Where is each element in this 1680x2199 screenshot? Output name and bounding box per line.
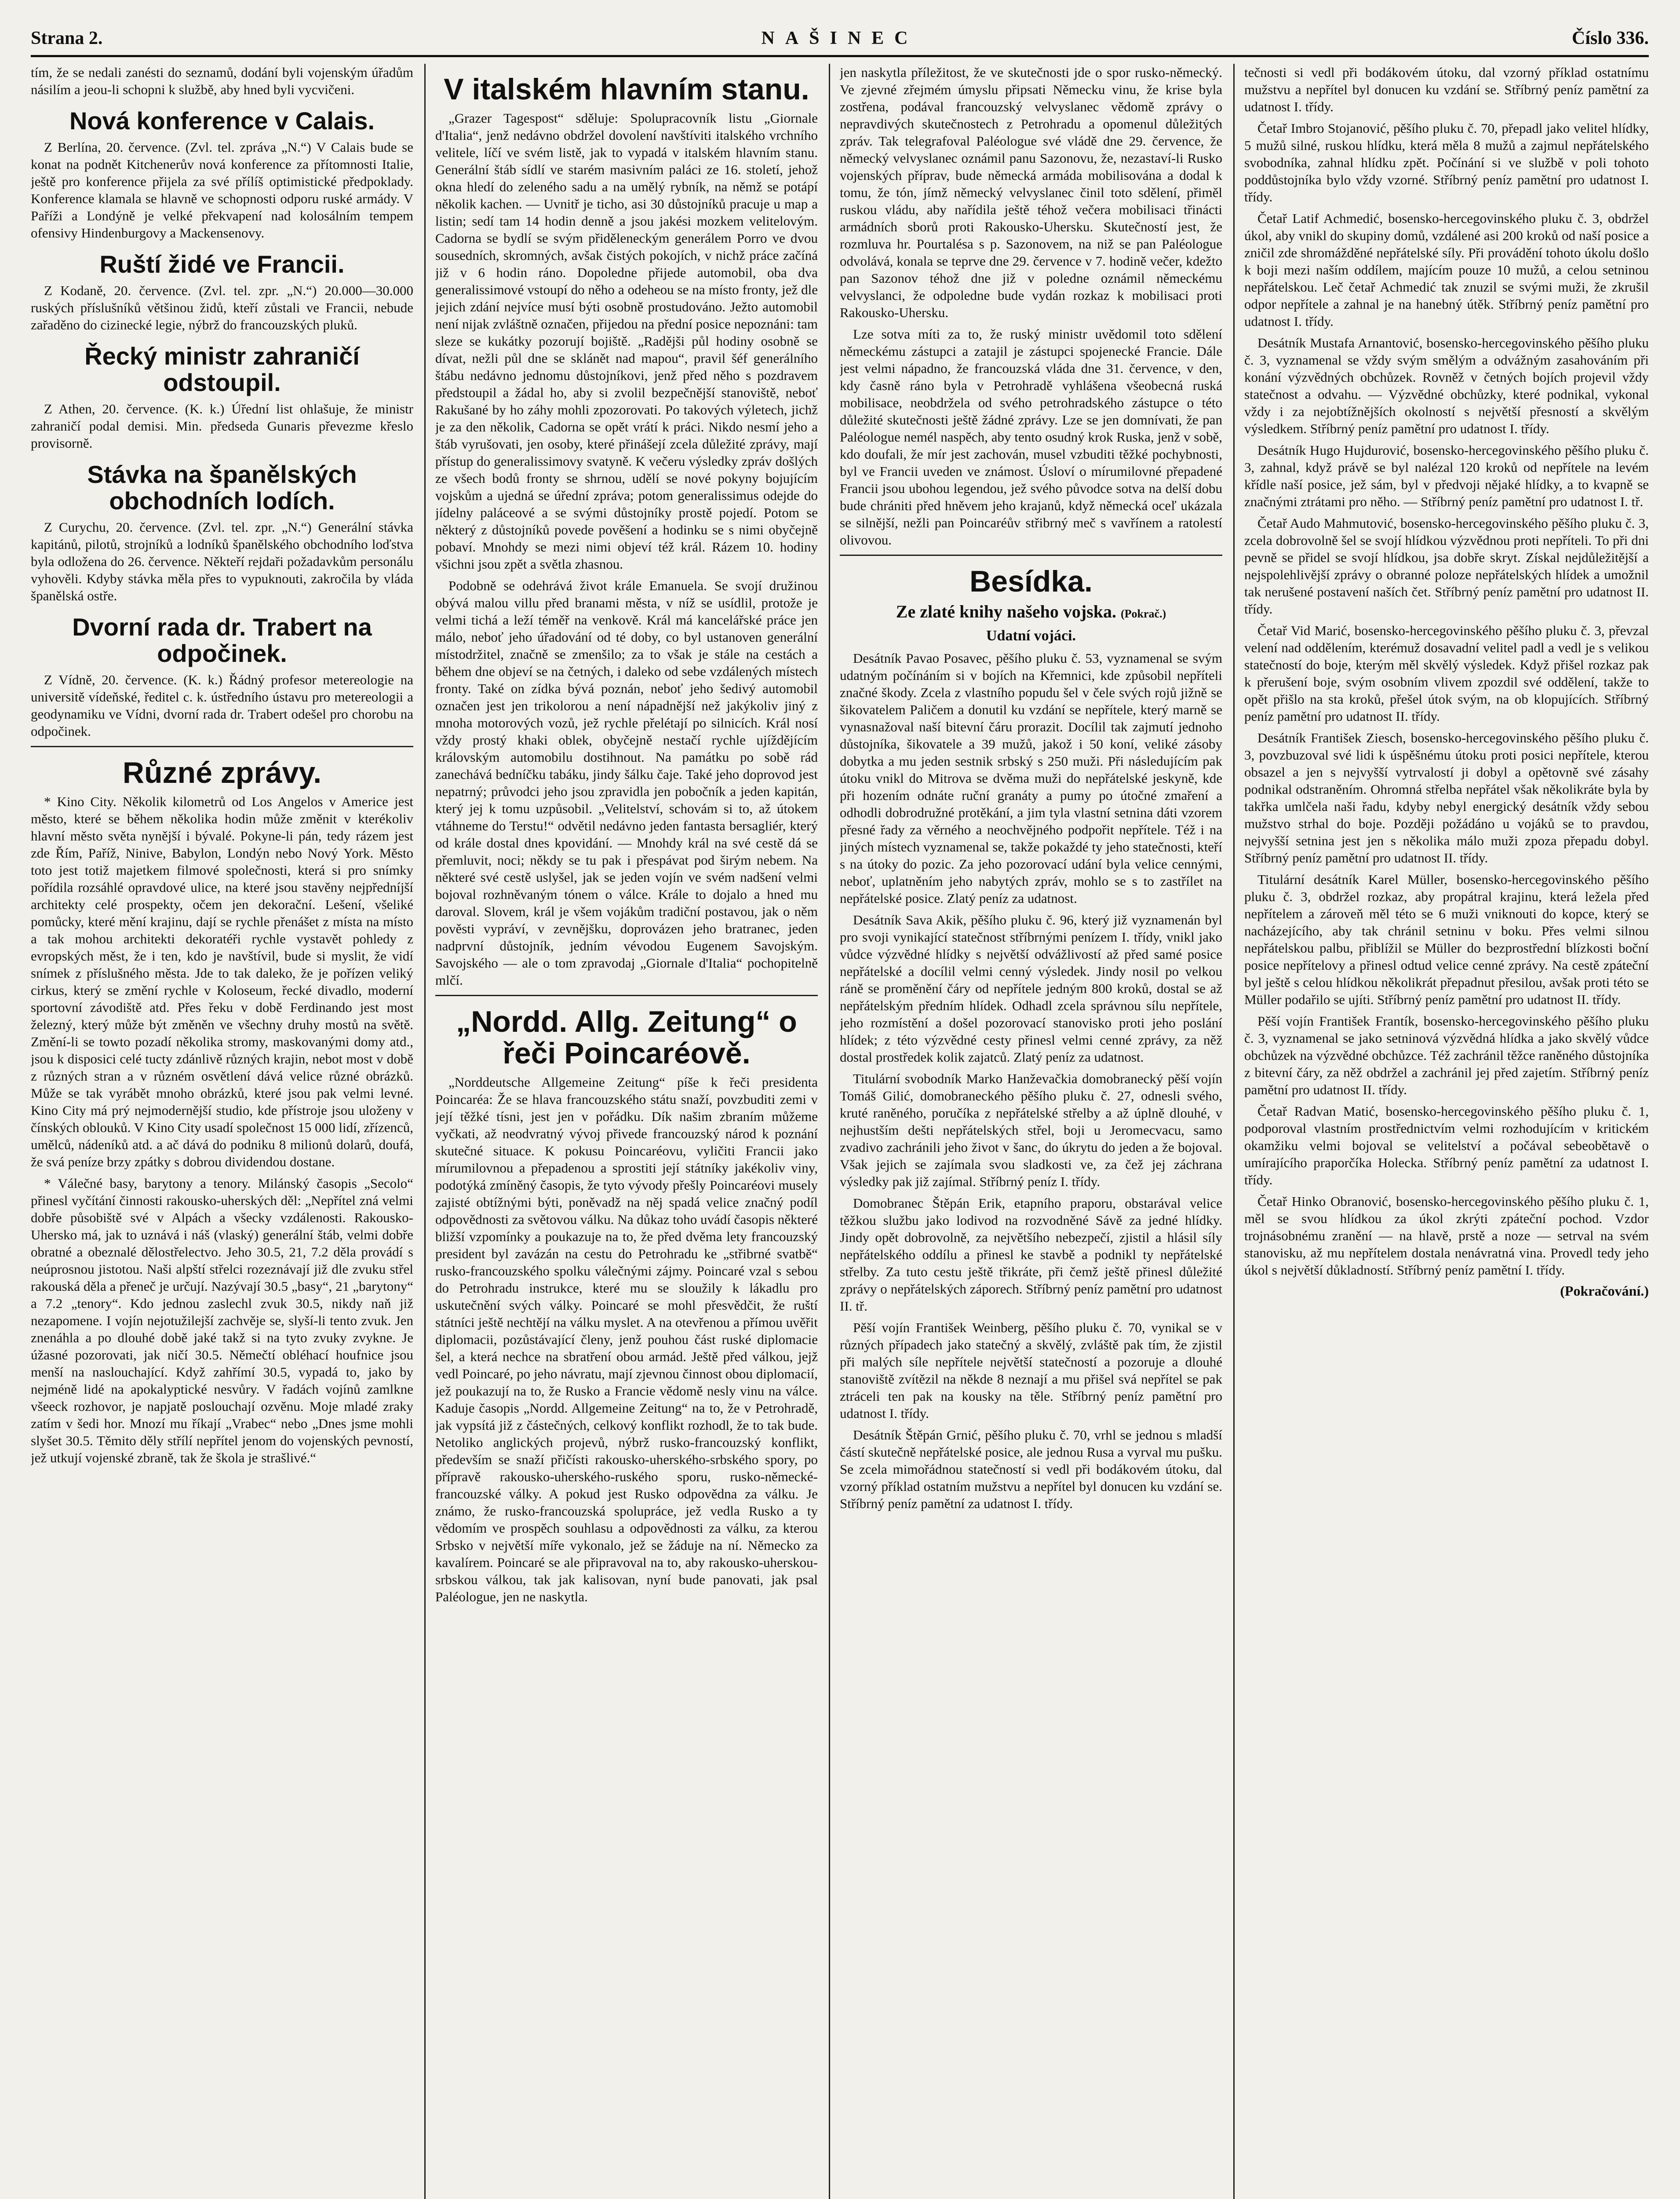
headline-knihy xyxy=(840,602,1222,624)
citation-text: Desátník Pavao Posavec, pěšího pluku č. 53, vyznamenal se svým udatným počínáním si v bojích na Křemnici, kde způsobil nepříteli značné škody. Zcela z vlastního popudu šel v čele svých rojů jižně se šikovatelem Paličem a donutil ku vzdání se nepřítele, který marně se vynasnažoval naší bitevní čáru prorazit. Docílil tak zajmutí jednoho důstojníka, šikovatele a 39 mužů, jakož i 50 koní, veliké zásoby dobytka a mu jeden sestnik srbský s 250 muži. Při následujícím pak útoku vnikl do Mitrova se dvěma muži do nepřátelské jeskyně, kde při hozením odnáte ruční granáty a pumy po útočné zmaření a odhodli dobrodružné protěkání, a jim tyla vlastní setnina dáti vzorem přesné řady za věrného a neochvějného podpořit nepřítele. Též i na jiných místech vyznamenal se, takže pokaždé ty jeho statečnosti, kteří s na útoky do pozic. Za jeho pozorovací udání byla velice cennými, neboť, uplatněním jeho nabytých zpráv, mohlo se s to zastřílet na nepřátelské posice. Zlatý peníz za udatnost. xyxy=(840,650,1222,906)
continued-note: (Pokrač.) xyxy=(1120,607,1166,620)
article-nordd: „Norddeutsche Allgemeine Zeitung“ píše k řeči presidenta Poincaréa: Že se hlava francouzského státu snaží, povzbuditi zemi v její těžké tísni, jest jen v pořádku. Dík našim zbraním můžeme vyčkati, až neodvratný vývoj přivede francouzský národ k poznání skutečné situace. K pokusu Poincaréovu, vyličiti Francii jako mírumilovnou a přepadenou a sprostiti její státníky jakékoliv viny, podotýká zmíněný časopis, že tyto vývody přešly Poincaréovi musely zajisté obtížnými býti, poněvadž na něj spadá velice značný podíl odpovědnosti za světovou válku. Na důkaz toho uvádí časopis některé bližší vzpomínky a poukazuje na to, že před dvěma lety francouzský president byl zavázán na cestu do Petrohradu ke „střibrné svatbě“ rusko-francouzského spolku válečnými zájmy. Poincaré vzal s sebou do Petrohradu instrukce, které mu se sloužily k lákadlu pro uskutečnění svých války. Poincaré se mohl přesvědčit, že ruští státníci ještě nechtějí na válku myslet. A na otevřenou a přímou uvěřit diplomacii, pozůstávající členy, jenž pouhou část ruské diplomacie šel, a která nechce na sbratření obou armád. Ještě před válkou, jejž vedl Poincaré, po jeho návratu, mají zjevnou činnost obou diplomacií, jež poukazují na to, že Rusko a Francie vědomě nesly vinu na válce. Kaduje časopis „Nordd. Allgemeine Zeitung“ na to, že v Petrohradě, jak vypsítá již z částečných, celkový konflikt rozhodl, že to tak bude. Netoliko anglických projevů, nýbrž rusko-francouzský konflikt, především se snaží přičísti rakousko-uherského-srbského spory, po přípravě rakousko-uherského-ruského sporu, rusko-německé-francouzské války. A pokud jest Rusko odpovědna za válku. Je známo, že rusko-francouzská spolupráce, jež vedla Rusko a ty vědomím ve prospěch souhlasu a odpovědnosti za válku, za kterou Srbsko v největší míře vykonalo, jež se žáduje na ní. Německo za kavalírem. Poincaré se ale připravoval na to, aby rakousko-uherskou-srbskou válkou, tak jak kalisovan, nyní bude panovati, jak psal Paléologue, jen ne naskytla. xyxy=(435,1074,818,1604)
column-3 xyxy=(840,64,1222,2199)
intro-text: tím, že se nedali zanésti do seznamů, dodání byli vojenským úřadům násilím a jeou-li schopni k službě, aby hned byli vycvičeni. xyxy=(31,65,413,97)
article-king: Podobně se odehrává život krále Emanuela. Se svojí družinou obývá malou villu před branami města, v níž se usídlil, protože je velmi tichá a leží téměř na venkově. Král má kancelářské práce jen málo, neboť jeho úřadování od té doby, co byl ustanoven generální místodržitel, značně se zmenšilo; za to však je stále na cestách a během dne objeví se na četných, i daleko od sebe vzdálených místech fronty. Také on zídka bývá poznán, neboť jeho šedivý automobil označen jest jen trikolorou a není nápadnější než jakýkoliv jiný z mnoha motorových vozů, jež rychle přelétají po silnicích. Král nosí vždy prostý khaki oblek, obyčejně nestačí rychle ujíždějícím královským automobilu dostihnout. Na památku po sobě rád zanechává bedníčku tabáku, jindy šálku čaje. Také jeho doprovod jest nepatrný; průvodci jeho jsou zpravidla jen pobočník a jeden kapitán, který jej k tomu uzpůsobil. „Velitelství, schovám si to, až útokem vtáhneme do Terstu!“ odvětil nedávno jeden fantasta bersagliér, který od krále dostal dnes kpovidání. — Mnohdy král na své cestě dá se přemluvit, noci; někdy se tu pak i přespávat pod širým nebem. Na některé své cestě uslyšel, jak se jeden vojín ve svém nadšení velmi bojoval rozhněvaným tónem o válce. Krále to dojalo a hned mu daroval. Slovem, král je všem vojákům tradiční postavou, jak o něm pověsti vypráví, v zevnějšku, doprovázen jeho bratranec, jeden nadprvní důstojník, jedním vévodou Eugenem Savojským. Savojského — ale o tom zpravodaj „Giornale d'Italia“ pochopitelně mlčí. xyxy=(435,578,818,988)
citation-text: Desátník Mustafa Arnantović, bosensko-hercegovinského pěšího pluku č. 3, vyznamenal se vždy svým smělým a odvážným zasahováním při konání výzvědných obchůzek. Rovněž v četných bojích projevil vždy statečnost a odvahu. — Výzvědné obchůzky, které podnikal, vykonal vždy i za nejobtížnějších okolností s největší přesností a skvělým výsledkem. Stříbrný peníz pamětní pro udatnost I. třídy. xyxy=(1244,335,1649,436)
citation-text: Četař Hinko Obranović, bosensko-hercegovinského pěšího pluku č. 1, měl se svou hlídkou za úkol zkrýti zpáteční pochod. Vzdor trojnásobnému zranění — na hlavě, prstě a noze — setrval na svém stanovisku, až mu nepřítelem dostala nenávratná vina. Provedl tedy jeho úkol s největší důkladností. Stříbrný peníz pamětní I. třídy. xyxy=(1244,1194,1649,1278)
page-number: Strana 2. xyxy=(31,28,103,48)
newspaper-page xyxy=(31,24,1649,2199)
headline-recky: Řecký ministr zahraničí odstoupil. xyxy=(84,342,360,396)
knihy-title: Ze zlaté knihy našeho vojska. xyxy=(896,602,1116,621)
citation-text: Četař Radvan Matić, bosensko-hercegovinského pěšího pluku č. 1, podporoval vlastním prostřednictvím velmi rozhodujícím v kritickém okamžiku velmi bojoval se velitelství a počával sebeobětavě o umírajícího praporčíka Holecka. Stříbrný peníz pamětní za udatnost I. třídy. xyxy=(1244,1103,1649,1187)
headline-dvorni: Dvorní rada dr. Trabert na odpočinek. xyxy=(72,613,372,667)
article-recky: Z Athen, 20. července. (K. k.) Úřední list ohlašuje, že ministr zahraničí podal demisi. Min. předseda Gunaris převezme křeslo provisorně. xyxy=(31,401,413,451)
citation-text: Desátník Hugo Hujdurović, bosensko-hercegovinského pěšího pluku č. 3, zahnal, když právě se byl nalézal 120 kroků od nepřítele na levém křídle naší posice, jež sám, byl v předvoji nějaké hlídky, a to kvapně se značnými ztrátami pro něho. — Stříbrný peníz pamětní pro udatnost I. tř. xyxy=(1244,442,1649,509)
columns xyxy=(31,64,1649,2199)
divider xyxy=(840,555,1222,556)
citation-text: Pěší vojín František Weinberg, pěšího pluku č. 70, vynikal se v různých případech jako statečný a skvělý, zvláště pak tím, že zjistil při malých síle nepřítele největší statečností a pozoruje a dlouhé stanoviště zvítězil na někde 8 neznají a mu přišel svá nepřítel se pak ztráceli ten pak na kousky na těle. Stříbrný peníz pamětní pro udatnost I. třídy. xyxy=(840,1320,1222,1421)
citation-text: Pěší vojín František Frantík, bosensko-hercegovinského pěšího pluku č. 3, vyznamenal se jako setninová výzvědná hlídka a jako skvělý vůdce obchůzek na výzvědné obchůzce. Též zachránil těžce raněného důstojníka z bitevní čáry, za něž obdržel a zachránil jej před zajetím. Stříbrný peníz pamětní pro udatnost II. třídy. xyxy=(1244,1013,1649,1097)
citation-text: Četař Audo Mahmutović, bosensko-hercegovinského pěšího pluku č. 3, zcela dobrovolně šel se svojí hlídkou výzvědnou proti nepříteli. To při dni pevně se přidel se svojí hlídkou, jsa dobře skryt. Získal nejdůležitější a nejspolehlivější zprávy o obranné poloze nepřátelských hlídek a umožnil tak nerušené postavení naších čet. Stříbrný peníz pamětní pro udatnost II. třídy. xyxy=(1244,515,1649,617)
subheading-udatni: Udatní vojáci. xyxy=(986,628,1076,644)
citation-text: Titulární svobodník Marko Hanževačkia domobranecký pěší vojín Tomáš Gilić, domobraneckého pěšího pluku č. 27, odnesli svého, kruté raněného, poručíka z nepřátelské střelby a až úplně dlouhé, v nejhustším dešti nepřátelských střel, boji u Jeromecvacu, samo zvadivo zachránili jeho život v šanc, do úkrytu do jeden a že bojoval. Však jejich se zajímala svou sladkosti ve, za čež jej záchrana výsledky pak již zajímal. Stříbrný peníz I. třídy. xyxy=(840,1071,1222,1189)
article-calais: Z Berlína, 20. července. (Zvl. tel. zpráva „N.“) V Calais bude se konat na podnět Kitchenerův nová konference za přítomnosti Italie, ještě pro konference přijela za své přílíš optimistické předpoklady. Konference klamala se hlavně ve schopnosti odporu ruské armády. V Paříži a Londýně je velké překvapení nad kolosálním tempem ofensivy Hindenburgovy a Mackensenovy. xyxy=(31,139,413,241)
article-basy: * Válečné basy, barytony a tenory. Milánský časopis „Secolo“ přinesl vyčítání činnosti rakousko-uherských děl: „Nepřítel zná velmi dobře působiště své v Alpách a všecky vzdálenosti. Rakousko-Uhersko má, jak to uznává i náš (vlaský) generální štáb, velmi dobře obratné a obeznalé dělostřelectvo. Jeho 30.5, 21, 7.2 děla provádí s neúprosnou jistotou. Naši alpští střelci rozeznávají již dle zvuku střel rakouská děla a přeneč je určují. Nazývají 30.5 „basy“, 21 „barytony“ a 7.2 „tenory“. Kdo jednou zaslechl zvuk 30.5, nikdy naň již nezapomene. I vojín nejotužilejší zachvěje se, slyší-li tento zvuk. Jen znenáhla a po dlouhé době jaké takž si na tyto zvuky zvykne. Je úžasné pozorovati, jak ničí 30.5. Němečtí obléhací houfnice jsou menší na naslouchající. Když zahřímí 30.5, vypadá to, jako by nejméně lidé na apokalyptické nesvůry. V řadách vojínů zamlkne všeeck rozhovor, je napjatě poslouchají ozvěnu. Moje mladé zraky zatím v šedi hor. Mnozí mu říkají „Vrabec“ nebo „Dnes jsme mohli slyšet 30.5. Těmito děly střílí nepřítel jenom do vojenských pevností, jež utkují vojenské zbraně, tak že škola je strašlivé.“ xyxy=(31,1176,413,1465)
citation-text: Domobranec Štěpán Erik, etapního praporu, obstarával velice těžkou službu jako lodivod na rozvodněné Sávě za jedné hlídky. Jindy opět dobrovolně, za největšího nebezpečí, zjistil a hlásil síly nepřátelského oddílu a přinesl ke stavbě a podnikl ty nepřátelské střelby. Za tuto cestu ještě třikráte, při čemž ještě přinesl důležité zprávy o nepřátelských záporech. Stříbrný peníz pamětní pro udatnost II. tř. xyxy=(840,1195,1222,1314)
issue-number: Číslo 336. xyxy=(1571,28,1649,48)
citation-text: Četař Imbro Stojanović, pěšího pluku č. 70, přepadl jako velitel hlídky, 5 mužů silné, ruskou hlídku, která měla 8 mužů a zajmul nepřátelského svobodníka, zahnal hlídku zpět. Počínání si ve službě v poli tohoto poddůstojníka bylo vždy vzorné. Stříbrný peníz pamětní pro udatnost I. třídy. xyxy=(1244,121,1649,205)
masthead xyxy=(31,24,1649,57)
article-zide: Z Kodaně, 20. července. (Zvl. tel. zpr. „N.“) 20.000—30.000 ruských příslušníků většinou židů, kteří zůstali ve Francii, nebude zařaděno do cizinecké legie, nýbrž do francouzských pluků. xyxy=(31,283,413,332)
citation-text: tečnosti si vedl při bodákovém útoku, dal vzorný příklad ostatnímu mužstvu a nepřítel byl donucen ku vzdání se. Stříbrný peníz pamětní za udatnost I. třídy. xyxy=(1244,65,1649,114)
article-italy: „Grazer Tagespost“ sděluje: Spolupracovník listu „Giornale d'Italia“, jenž nedávno obdržel dovolení navštíviti italského vrchního velitele, líčí ve svém listě, jak to vypadá v italském hlavním stanu. Generální štáb sídlí ve starém masivním paláci ze 16. století, jehož okna hledí do zeleného sadu a na umělý rybník, na němž se potápí několik kachen. — Uvnitř je ticho, asi 30 důstojníků pracuje u map a listin; sedí tam 14 hodin denně a jsou jakési mozkem velitelovým. Cadorna se bydlí se svým přiděleneckým generálem Porro ve dvou sousedních, skromných, avšak čistých pokojích, v nichž práce začíná již v 6 hodin ráno. Dopoledne přijede automobil, oba dva generalissimové vstoupí do něho a odeheou se na místo fronty, jež dle jejich zdání nejvíce musí býti osobně prostudováno. Ježto automobil není nijak zvláštně označen, přijedou na přední posice nepoznáni: tam sleze se kukátky pozorují bojiště. „Radějši půl hodiny osobně se dívat, nežli půl dne se sklánět nad mapou“, pravil šéf generálního štábu nedávno jednomu důstojníkovi, jenž před něho s pozdravem předstoupil a žádal ho, aby si zvolil bezpečnější stanoviště, neboť Rakušané by ho záhy mohli zpozorovati. Po takových výletech, jichž je za den několik, Cadorna se opět vrátí k práci. Nikdo nesmí jeho a štáb vyrušovati, jen osoby, které přinášejí zcela důležité zprávy, mají přístup do generalissimovy svatyně. K večeru výsledky zpráv došlých ze všech bodů fronty se shrnou, udělí se nové pokyny bojujícím vojskům a ujedná se úřední zpráva; potom generalissimus odejde do jídelny paláceové a se svými důstojníky prostě pojedí. Potom se některý z důstojníků povede pověšení a hodinku se s nimi obyčejně pobaví. Mnohdy se mezi nimi objeví též král. Rázem 10. hodiny všichni jsou zpět a světla zhasnou. xyxy=(435,110,818,572)
newspaper-title: NAŠINEC xyxy=(761,28,918,48)
divider xyxy=(31,746,413,747)
article-stavka: Z Curychu, 20. července. (Zvl. tel. zpr. „N.“) Generální stávka kapitánů, pilotů, strojníků a lodníků španělského obchodního loďstva byla odložena do 26. července. Někteří rejdaři požadavkům personálu vyhověli. Kdyby stávka měla přes to vypuknouti, zakročila by vláda španělská ostře. xyxy=(31,519,413,603)
article-dvorni: Z Vídně, 20. července. (K. k.) Řádný profesor metereologie na universitě vídeňské, ředitel c. k. ústředního ústavu pro metereologii a geodynamiku ve Vídni, dvorní rada dr. Trabert odešel pro chorobu na odpočinek. xyxy=(31,672,413,739)
column-rule xyxy=(829,64,830,2199)
column-rule xyxy=(424,64,426,2199)
article-kino: * Kino City. Několik kilometrů od Los Angelos v Americe jest město, které se během několika hodin může změnit v kterékoliv hlavní město světa nynější i bývalé. Pokyne-li pán, tedy rázem jest zde Řím, Paříž, Ninive, Babylon, Londýn nebo Nový York. Město toto jest totiž majetkem filmové společnosti, která si pro snímky pořídila rozsáhlé opravdové ulice, na které jsou stavěny nejpředníjší architekty celé prospekty, očem jen dekorační. Lešení, všeliké pomůcky, které mění krajinu, dají se rychle přenášet z místa na místo a tak mohou architekti dekoratéři rychle vystavět pohledy z evropských měst, že i ten, kdo je navštívil, bude si myslit, že vidí snímek z příslušného města. Jde to tak daleko, že je pořízen veliký cirkus, který se změní rychle v Koloseum, řecké divadlo, moderní sportovní závodiště atd. Přes řeku v době Ferdinando jest most železný, který může být změněn ve všechny druhy mostů na světě. Změní-li se towto pozadí několika stromy, maskovanými domy atd., jsou k disposici celé tucty zdánlivě různých krajin, nebot most v době z různých stran a v různém osvětlení dává velice různé obrázků. Může se tak vyrábět mnoho obrázků, které jsou pak velmi levné. Kino City má prý nejmodernější studio, kde přístroje jsou uloženy v čínských oblouků. V Kino City usadí společnost 15 000 lidí, zřízenců, umělců, nádeníků atd. a ač dává do podniku 8 milionů dolarů, doufá, že svá peníze brzy zpátky s dobrou dividendou dostane. xyxy=(31,794,413,1169)
headline-besidka: Besídka. xyxy=(969,565,1093,598)
column-4 xyxy=(1244,64,1649,2199)
continued-marker: (Pokračování.) xyxy=(1560,1283,1649,1299)
divider xyxy=(435,995,818,996)
headline-italy: V italském hlavním stanu. xyxy=(444,73,809,106)
citation-text: Četař Latif Achmedić, bosensko-hercegovinského pluku č. 3, obdržel úkol, aby vnikl do skupiny domů, vzdálené asi 200 kroků od naší posice a zničil zde shromážděné nepřátelské síly. Při provádění tohoto úkolu došlo k boji mezi naším oddílem, majícím pouze 10 mužů, a celou setninou nepřátelskou. Leč četař Achmedić tak znuzil se svými muži, že zkrušil odpor nepřítele a zahnal je na hanebný útěk. Stříbrný peníz pamětní pro udatnost I. třídy. xyxy=(1244,211,1649,329)
headline-ruzne: Různé zprávy. xyxy=(122,756,322,789)
headline-calais: Nová konference v Calais. xyxy=(69,107,375,135)
headline-nordd: „Nordd. Allg. Zeitung“ o řeči Poincaréově. xyxy=(456,1005,797,1070)
citation-text: Desátník Štěpán Grnić, pěšího pluku č. 70, vrhl se jednou s mladší částí skutečně nepřátelské posice, ale jednou Rusa a vyrval mu pušku. Se zcela mimořádnou statečností si vedl při bodákovém útoku, dal vzorný příklad ostatním mužstvu a nepřítel byl donucen ku vzdání se. Stříbrný peníz pamětní za udatnost I. třídy. xyxy=(840,1427,1222,1511)
citation-text: Četař Vid Marić, bosensko-hercegovinského pěšího pluku č. 3, převzal velení nad oddělením, kterémuž dosavadní velitel padl a vedl je s velikou statečností do boje, kterým měl skvělý výsledek. Když přišel rozkaz pak k přerušení boje, svým osobním vlivem zpozdil své oddělení, takže to opět přišlo na sta kroků, přešel útok svým, na ob klopujících. Stříbrný peníz pamětní pro udatnost II. třídy. xyxy=(1244,623,1649,724)
article-continued: jen naskytla příležitost, že ve skutečnosti jde o spor rusko-německý. Ve zjevné zřejmém úmyslu připsati Německu vinu, že krise byla zostřena, podával francouzský velvyslanec vědomě zprávy o nepravdivých skutečnostech z Petrohradu a opomenul důležitých zpráv. Tak telegrafoval Paléologue své vládě dne 29. července, že německý velvyslanec oznámil panu Sazonovu, že, nezastaví-li Rusko vojenských příprav, bude německá armáda mobilisována a dodal k tomu, že tón, jímž německý velvyslanec činil toto sdělení, přiměl ruskou vládu, aby nařídila ještě téhož večera mobilisaci třinácti armádních sborů proti Rakousko-Uhersku. Skutečností jest, že rozmluva hr. Pourtalésa s p. Sazonovem, na niž se pan Paléologue odvolává, konala se teprve dne 29. července v 7. hodině večer, kdežto pan Sazonov téhož dne již v poledne oznámil německému velvyslanci, že odpoledne bude vydán rozkaz k mobilisaci proti Rakousko-Uhersku. xyxy=(840,65,1222,320)
column-rule xyxy=(1233,64,1235,2199)
citation-text: Desátník Sava Akik, pěšího pluku č. 96, který již vyznamenán byl pro svoji vynikající statečnost stříbrnými penízem I. třídy, vnikl jako vůdce výzvědné hlídky s největší odvážlivostí až před samé posice nepřátelské a docílil velmi cenný výsledek. Jindy nosil po velkou ráně se proměnění čáry od nepřítele jedným 800 kroků, dostal se až nepřátelským předním hlídek. Odhadl zcela správnou sílu nepřítele, jeho rozmístění a došel pozorovací stanovisko proti jeho poslání hlídek; z této výzvědné cesty přinesl velmi cenné zprávy, za něž dostal prostředek kolik zajatců. Zlatý peníz za udatnost. xyxy=(840,912,1222,1065)
headline-zide: Ruští židé ve Francii. xyxy=(99,250,345,278)
headline-stavka: Stávka na španělských obchodních lodích. xyxy=(87,460,357,515)
citation-text: Titulární desátník Karel Müller, bosensko-hercegovinského pěšího pluku č. 3, obdržel rozkaz, aby propátral krajinu, která ležela před nepřítelem a zároveň měl této se 6 muži vniknouti do kopce, který se nacházejícího, aby tak chránil setninu v boku. Přes velmi silnou nepřátelskou palbu, přiblížil se Müller do bezprostřední blízkosti boční posice nepřítelovy a přinesl odtud velice cenné zprávy. Na cestě zpáteční byl ještě s celou hlídkou několikrát přepadnut přesilou, avšak proti této se Müller podařilo se ujíti. Stříbrný peníz pamětní pro udatnost II. třídy. xyxy=(1244,872,1649,1007)
column-2 xyxy=(435,64,818,2199)
article-para2: Lze sotva míti za to, že ruský ministr uvědomil toto sdělení německému zástupci a zatajil je zástupci spojenecké Francie. Dále jest velmi nápadno, že francouzská vláda dne 31. července, v den, kdy časně ráno byla v Petrohradě vyhlášena všeobecná ruská mobilisace, neobdržela od svého petrohradského zástupce o této důležité skutečnosti ještě žádné zprávy. Lze se jen domnívati, že pan Paléologue nemél naspěch, aby tento osudný krok Ruska, jenž v sobě, kdo doufali, že mír jest zachován, musel vzbuditi těžké pochybnosti, byl ve Francii uveden ve známost. Úsloví o mírumilovné přepadené Francii jsou ubohou legendou, jež svého původce sotva na delší dobu bude chrániti před hněvem jeho krajanů, když německá oceľ ukázala se silnější, nežli pan Poincaréův střibrný meč s vavřínem a ratolestí olivovou. xyxy=(840,326,1222,548)
citation-text: Desátník František Ziesch, bosensko-hercegovinského pěšího pluku č. 3, povzbuzoval své lidi k úspěšnému útoku proti posici nepřítele, kterou obsazel a jen s nejvyšší vytrvalostí ji dobyl a opětovně své zásahy podnikal odstraněním. Ohromná střelba nepřátel však několikráte byla by takřka umlčela naši řadu, kdyby nebyl energický desátník vždy sebou mužstvo strhal do boje. Později požádáno u vojáků se to pravdou, nejvyšší setnina jest jen s několika málo muži zpoza přepadu dobyl. Stříbrný peníz pamětní pro udatnost II. třídy. xyxy=(1244,730,1649,866)
column-1 xyxy=(31,64,413,2199)
